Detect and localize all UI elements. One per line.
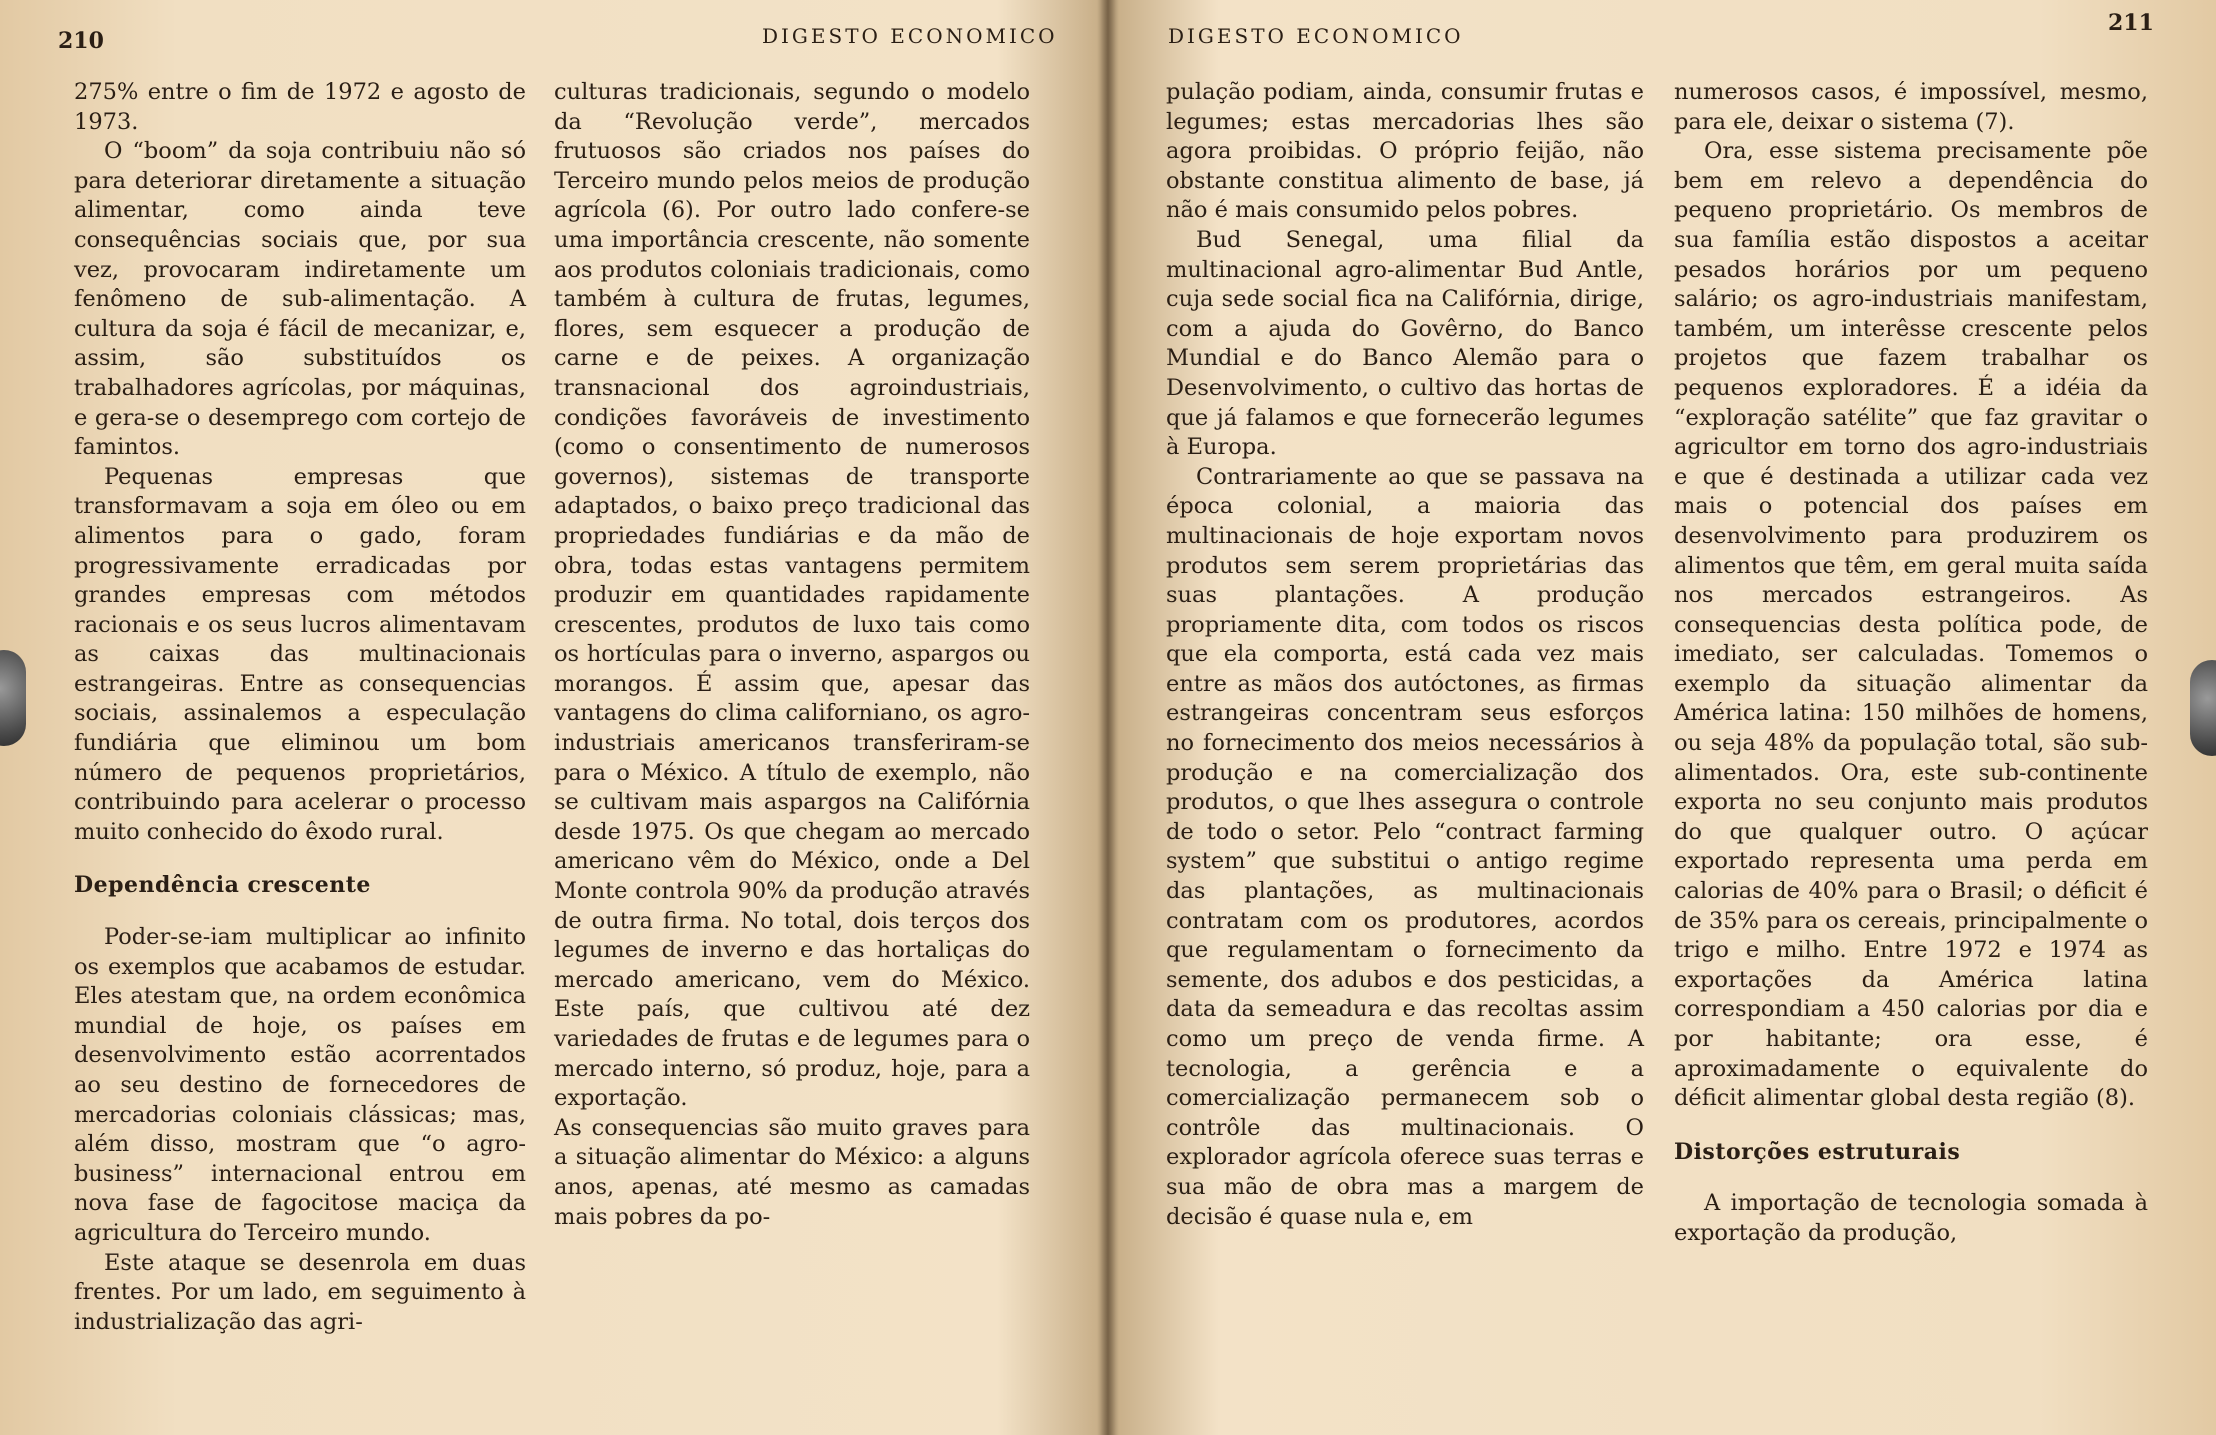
paragraph: pulação podiam, ainda, consumir frutas e legumes; estas mercadorias lhes são agora proibidas. O próprio feijão, não obstante constitua alimento de base, já não é mais consumido pelos pobres. bbox=[1166, 79, 1644, 224]
section-heading: Distorções estruturais bbox=[1674, 1138, 1961, 1165]
right-page bbox=[1108, 0, 2216, 1435]
binder-clip-right bbox=[2190, 660, 2216, 756]
paragraph: Este ataque se desenrola em duas frentes. Por um lado, em seguimento à industrialização das agri- bbox=[74, 1249, 526, 1335]
binder-clip-left bbox=[0, 650, 26, 746]
running-head: DIGESTO ECONOMICO bbox=[1168, 24, 1464, 48]
paragraph: O “boom” da soja contribuiu não só para deteriorar diretamente a situação alimentar, como ainda teve consequências sociais que, por sua vez, provocaram indiretamente um fenômeno de sub-alimentação. A cultura da soja é fácil de mecanizar, e, assim, são substituídos os trabalhadores agrícolas, por máquinas, e gera-se o desemprego com cortejo de famintos. bbox=[74, 138, 526, 461]
left-column-1 bbox=[74, 78, 526, 1337]
right-column-1 bbox=[1166, 78, 1644, 1232]
page-number: 210 bbox=[58, 28, 104, 54]
page-number: 211 bbox=[2108, 10, 2154, 36]
paragraph: As consequencias são muito graves para a situação alimentar do México: a alguns anos, apenas, até mesmo as camadas mais pobres da po- bbox=[554, 1114, 1030, 1230]
paragraph: A importação de tecnologia somada à exportação da produção, bbox=[1674, 1190, 2148, 1246]
section-heading: Dependência crescente bbox=[74, 872, 371, 899]
paragraph: Ora, esse sistema precisamente põe bem em relevo a dependência do pequeno proprietário. Os membros de sua família estão dispostos a aceitar pesados horários por um pequeno salário; os agro-industriais manifestam, também, um interêsse crescente pelos projetos que fazem trabalhar os pequenos exploradores. É a idéia da “exploração satélite” que faz gravitar o agricultor em torno dos agro-industriais e que é destinada a utilizar cada vez mais o potencial dos países em desenvolvimento para produzirem os alimentos que têm, em geral muita saída nos mercados estrangeiros. As consequencias desta política pode, de imediato, ser calculadas. Tomemos o exemplo da situação alimentar da América latina: 150 milhões de homens, ou seja 48% da população total, são sub-alimentados. Ora, este sub-continente exporta no seu conjunto mais produtos do que qualquer outro. O açúcar exportado representa uma perda em calorias de 40% para o Brasil; o déficit é de 35% para os cereais, principalmente o trigo e milho. Entre 1972 e 1974 as exportações da América latina correspondiam a 450 calorias por dia e por habitante; ora esse, é aproximadamente o equivalente do déficit alimentar global desta região (8). bbox=[1674, 138, 2148, 1112]
paragraph: culturas tradicionais, segundo o modelo da “Revolução verde”, mercados frutuosos são criados nos países do Terceiro mundo pelos meios de produção agrícola (6). Por outro lado confere-se uma importância crescente, não somente aos produtos coloniais tradicionais, como também à cultura de frutas, legumes, flores, sem esquecer a produção de carne e de peixes. A organização transnacional dos agroindustriais, condições favoráveis de investimento (como o consentimento de numerosos governos), sistemas de transporte adaptados, o baixo preço tradicional das propriedades fundiárias e da mão de obra, todas estas vantagens permitem produzir em quantidades rapidamente crescentes, produtos de luxo tais como os hortículas para o inverno, aspargos ou morangos. É assim que, apesar das vantagens do clima californiano, os agro-industriais americanos transferiram-se para o México. A título de exemplo, não se cultivam mais aspargos na Califórnia desde 1975. Os que chegam ao mercado americano vêm do México, onde a Del Monte controla 90% da produção através de outra firma. No total, dois terços dos legumes de inverno e das hortaliças do mercado americano, vem do México. Este país, que cultivou até dez variedades de frutas e de legumes para o mercado interno, só produz, hoje, para a exportação. bbox=[554, 79, 1030, 1112]
paragraph: numerosos casos, é impossível, mesmo, para ele, deixar o sistema (7). bbox=[1674, 79, 2148, 135]
paragraph: Contrariamente ao que se passava na época colonial, a maioria das multinacionais de hoje exportam novos produtos sem serem proprietárias das suas plantações. A produção propriamente dita, com todos os riscos que ela comporta, está cada vez mais entre as mãos dos autóctones, as firmas estrangeiras concentram seus esforços no fornecimento dos meios necessários à produção e na comercialização dos produtos, o que lhes assegura o controle de todo o setor. Pelo “contract farming system” que substitui o antigo regime das plantações, as multinacionais contratam com os produtores, acordos que regulamentam o fornecimento da semente, dos adubos e dos pesticidas, a data da semeadura e das recoltas assim como um preço de venda firme. A tecnologia, a gerência e a comercialização permanecem sob o contrôle das multinacionais. O explorador agrícola oferece suas terras e sua mão de obra mas a margem de decisão é quase nula e, em bbox=[1166, 463, 1644, 1230]
right-column-2 bbox=[1674, 78, 2148, 1249]
paragraph: Poder-se-iam multiplicar ao infinito os exemplos que acabamos de estudar. Eles atestam que, na ordem econômica mundial de hoje, os países em desenvolvimento estão acorrentados ao seu destino de fornecedores de mercadorias coloniais clássicas; mas, além disso, mostram que “o agro-business” internacional entrou em nova fase de fagocitose maciça da agricultura do Terceiro mundo. bbox=[74, 924, 526, 1246]
paragraph: Bud Senegal, uma filial da multinacional agro-alimentar Bud Antle, cuja sede social fica na Califórnia, dirige, com a ajuda do Govêrno, do Banco Mundial e do Banco Alemão para o Desenvolvimento, o cultivo das hortas de que já falamos e que fornecerão legumes à Europa. bbox=[1166, 226, 1644, 461]
left-column-2 bbox=[554, 78, 1030, 1232]
running-head: DIGESTO ECONOMICO bbox=[762, 24, 1058, 48]
book-gutter bbox=[1100, 0, 1116, 1435]
paragraph: 275% entre o fim de 1972 e agosto de 1973. bbox=[74, 79, 526, 135]
paragraph: Pequenas empresas que transformavam a soja em óleo ou em alimentos para o gado, foram progressivamente erradicadas por grandes empresas com métodos racionais e os seus lucros alimentavam as caixas das multinacionais estrangeiras. Entre as consequencias sociais, assinalemos a especulação fundiária que eliminou um bom número de pequenos proprietários, contribuindo para acelerar o processo muito conhecido do êxodo rural. bbox=[74, 463, 526, 845]
